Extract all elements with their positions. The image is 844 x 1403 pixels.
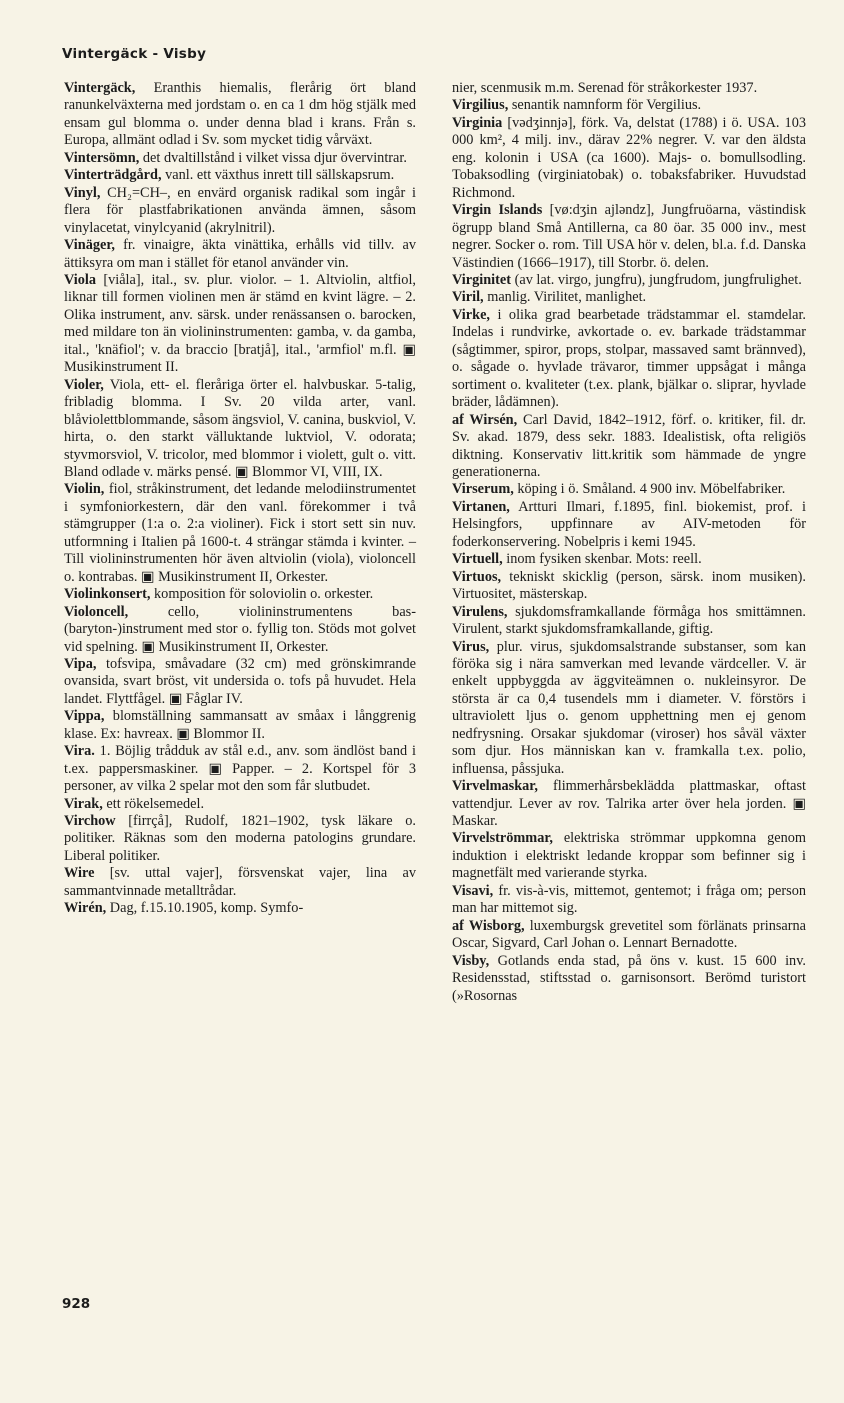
entry-text: tofsvipa, småvadare (32 cm) med grönskimrande ovansida, svart bröst, vit undersida o. tofs på huvudet. Hela landet. Flyttfågel. ▣ Fåglar IV.: [64, 655, 416, 707]
dictionary-entry: [452, 953, 806, 1005]
dictionary-entry: [64, 604, 416, 656]
entry-text: senantik namnform för Vergilius.: [508, 97, 702, 114]
left-column: [64, 80, 416, 918]
entry-headword: Vinäger,: [64, 237, 115, 254]
entry-text: vanl. ett växthus inrett till sällskapsrum.: [161, 167, 395, 184]
entry-headword: Virulens,: [452, 603, 508, 620]
entry-headword: Viril,: [452, 289, 484, 306]
entry-headword: Viola: [64, 271, 97, 288]
entry-text: i olika grad bearbetade trädstammar el. stamdelar. Indelas i rundvirke, avkortade o. ev. barkade trädstammar (sågtimmer, spiror, props, stolpar, massaved samt brännved), o. sågade o. hyvlade trävaror, timmer uppsågat i många sortiment o. kvaliteter (t.ex. plank, bjälkar o. sliprar, hyvlade bräder, lådämnen).: [452, 306, 806, 411]
dictionary-entry: [452, 307, 806, 412]
entry-headword: Vintersömn,: [64, 149, 140, 166]
dictionary-entry: [452, 97, 806, 114]
dictionary-entry: [452, 202, 806, 272]
dictionary-entry: [64, 586, 416, 603]
entry-text: CH₂=CH–, en envärd organisk radikal som ingår i flera för plastfabrikationen använda ämnen, såsom vinylacetat, vinylcyanid (akrylnitril).: [64, 184, 416, 236]
entry-headword: Virtuell,: [452, 551, 503, 568]
dictionary-entry: [64, 80, 416, 150]
entry-text: ett rökelsemedel.: [102, 795, 205, 812]
entry-headword: Violin,: [64, 481, 105, 498]
dictionary-entry: [452, 289, 806, 306]
entry-text: Gotlands enda stad, på öns v. kust. 15 600 inv. Residensstad, stiftsstad o. garnisonsort. Berömd turistort (»Rosornas: [452, 952, 806, 1004]
dictionary-entry: [452, 778, 806, 830]
entry-text: Eranthis hiemalis, flerårig ört bland ranunkelväxterna med jordstam o. en ca 1 dm hög stjälk med ensam gul blomma o. under denna blad i krans. Från s. Europa, allmänt odlad i Sv. som mycket tidig vårväxt.: [64, 80, 416, 149]
entry-text: elektriska strömmar uppkomna genom induktion i elektriskt ledande kroppar som befinner sig i magnetfält med varierande styrka.: [452, 830, 806, 882]
entry-headword: Wirén,: [64, 900, 107, 917]
entry-text: 1. Böjlig trådduk av stål e.d., anv. som ändlöst band i t.ex. pappersmaskiner. ▣ Papper. – 2. Kortspel för 3 personer, av vilka 2 spelar mot den som får slutbudet.: [64, 743, 416, 795]
entry-headword: Violinkonsert,: [64, 586, 151, 603]
dictionary-entry: [452, 918, 806, 953]
running-header: Vintergäck - Visby: [62, 46, 207, 62]
dictionary-entry: [64, 865, 416, 900]
entry-headword: Violer,: [64, 376, 104, 393]
entry-text: [vø:dʒin ajləndz], Jungfruöarna, västindisk ögrupp bland Små Antillerna, ca 80 öar. 35 000 inv., mest negrer. Socker o. rom. Till USA hör v. delen, bl.a. f.d. Danska Västindien (1666–1917), till Storbr. ö. delen.: [452, 202, 806, 271]
dictionary-entry: [452, 499, 806, 551]
entry-text: Dag, f.15.10.1905, komp. Symfo-: [106, 900, 304, 917]
entry-headword: Virgin Islands: [452, 202, 543, 219]
entry-text: [firrçå], Rudolf, 1821–1902, tysk läkare o. politiker. Räknas som den moderna patologins grundare. Liberal politiker.: [64, 813, 416, 864]
entry-text: (av lat. virgo, jungfru), jungfrudom, jungfrulighet.: [511, 271, 802, 288]
right-column: [452, 80, 806, 1005]
entry-headword: Virus,: [452, 638, 490, 655]
entry-headword: Virtanen,: [452, 498, 510, 515]
dictionary-entry: [452, 272, 806, 289]
entry-text: luxemburgsk grevetitel som förlänats prinsarna Oscar, Sigvard, Carl Johan o. Lennart Bernadotte.: [452, 917, 807, 952]
dictionary-entry: [452, 830, 806, 882]
entry-headword: Vintergäck,: [64, 80, 136, 96]
entry-headword: Visavi,: [452, 882, 494, 899]
entry-headword: af Wisborg,: [452, 917, 525, 934]
entry-text: Carl David, 1842–1912, förf. o. kritiker, fil. dr. Sv. akad. 1879, dess sekr. 1883. Idealistisk, ofta religiös diktning. Konservativ litt.kritik som hämmade de yngre generationerna.: [452, 411, 806, 480]
entry-text: fr. vinaigre, äkta vinättika, erhålls vid tillv. av ättiksyra om man i stället för etanol använder vin.: [64, 237, 416, 271]
dictionary-entry: [64, 743, 416, 795]
entry-headword: Vinterträdgård,: [64, 167, 162, 184]
entry-text: tekniskt skicklig (person, särsk. inom musiken). Virtuositet, mästerskap.: [452, 568, 806, 603]
dictionary-entry: [64, 656, 416, 708]
entry-headword: Virke,: [452, 306, 490, 323]
dictionary-entry: [452, 569, 806, 604]
dictionary-entry: [64, 272, 416, 377]
entry-text: blomställning sammansatt av småax i långgrenig klase. Ex: havreax. ▣ Blommor II.: [64, 708, 416, 742]
dictionary-entry: [452, 80, 806, 97]
dictionary-entry: [452, 639, 806, 779]
dictionary-entry: [452, 115, 806, 202]
entry-headword: Virginitet: [452, 271, 512, 288]
entry-headword: Virak,: [64, 795, 103, 812]
entry-text: [viåla], ital., sv. plur. violor. – 1. Altviolin, altfiol, liknar till formen violinen men är stämd en kvint lägre. – 2. Olika instrument, anv. särsk. under renässansen o. barocken, med mildare ton än violininstrumenten: gamba, v. da gamba, ital., 'knäfiol'; v. da braccio [bratjå], ital., 'armfiol' m.fl. ▣ Musikinstrument II.: [64, 271, 416, 376]
dictionary-entry: [64, 167, 416, 184]
entry-text: manlig. Virilitet, manlighet.: [483, 289, 647, 306]
dictionary-entry: [64, 796, 416, 813]
entry-headword: Virchow: [64, 813, 116, 830]
dictionary-entry: [452, 604, 806, 639]
entry-headword: Virvelströmmar,: [452, 830, 553, 847]
page-number: 928: [62, 1296, 91, 1312]
dictionary-entry: [64, 237, 416, 272]
entry-text: sjukdomsframkallande förmåga hos smittämnen. Virulent, starkt sjukdomsframkallande, giftig.: [452, 603, 806, 638]
entry-headword: af Wirsén,: [452, 411, 518, 428]
entry-text: cello, violininstrumentens bas-(baryton-)instrument med stor o. fyllig ton. Stöds mot golvet vid spelning. ▣ Musikinstrument II, Orkester.: [64, 603, 416, 655]
entry-headword: Vipa,: [64, 655, 97, 672]
entry-text: plur. virus, sjukdomsalstrande substanser, som kan föröka sig i nära samverkan med levande värdceller. V. är enkelt uppbyggda av äggviteämnen o. nukleinsyror. De största är ca 0,4 tusendels mm i diameter. V. förstörs i ultraviolett ljus o. genom upphettning men ej genom nedfrysning. Orsakar sjukdomar (viroser) hos såväl växter som djur. Hos människan kan v. framkalla t.ex. polio, influensa, påssjuka.: [452, 638, 806, 777]
entry-text: Viola, ett- el. fleråriga örter el. halvbuskar. 5-talig, fribladig blomma. I Sv. 20 vilda arter, vanl. blåviolettblommande, såsom ängsviol, V. canina, buskviol, V. hirta, o. den starkt välluktande luktviol, V. odorata; styvmorsviol, V. tricolor, med blommor i violett, gult o. vitt. Bland odlade v. märks pensé. ▣ Blommor VI, VIII, IX.: [64, 376, 416, 480]
dictionary-entry: [452, 883, 806, 918]
dictionary-entry: [452, 551, 806, 568]
entry-text: komposition för soloviolin o. orkester.: [150, 586, 374, 603]
entry-text: [sv. uttal vajer], försvenskat vajer, lina av sammantvinnade metalltrådar.: [64, 865, 416, 899]
entry-text: Artturi Ilmari, f.1895, finl. biokemist, prof. i Helsingfors, uppfinnare av AIV-metoden för foderkonservering. Nobelpris i kemi 1945.: [452, 498, 806, 550]
dictionary-entry: [64, 813, 416, 865]
entry-text: flimmerhårsbeklädda plattmaskar, oftast vattendjur. Lever av rov. Talrika arter över hela jorden. ▣ Maskar.: [452, 778, 806, 830]
entry-headword: Vippa,: [64, 708, 105, 725]
entry-headword: Visby,: [452, 952, 490, 969]
dictionary-entry: [64, 185, 416, 237]
entry-text: det dvaltillstånd i vilket vissa djur övervintrar.: [139, 149, 407, 166]
entry-headword: Virgilius,: [452, 97, 509, 114]
entry-headword: Violoncell,: [64, 603, 129, 620]
entry-text: fiol, stråkinstrument, det ledande melodiinstrumentet i symfoniorkestern, där den vanl. förekommer i två stämgrupper (1:a o. 2:a violiner). Fick i stort sett sin nuv. utformning i Italien på 1600-t. 4 strängar stämda i kvinter. – Till violininstrumenten hör även altviolin (viola), violoncell o. kontrabas. ▣ Musikinstrument II, Orkester.: [64, 481, 416, 585]
entry-headword: Virginia: [452, 114, 503, 131]
dictionary-entry: [64, 900, 416, 917]
entry-headword: Vira.: [64, 743, 95, 760]
entry-text: fr. vis-à-vis, mittemot, gentemot; i fråga om; person man har mittemot sig.: [452, 882, 806, 917]
entry-headword: Vinyl,: [64, 184, 101, 201]
dictionary-entry: [452, 412, 806, 482]
entry-text: nier, scenmusik m.m. Serenad för stråkorkester 1937.: [452, 80, 758, 96]
entry-headword: Virtuos,: [452, 568, 502, 585]
entry-text: köping i ö. Småland. 4 900 inv. Möbelfabriker.: [513, 481, 786, 498]
dictionary-entry: [64, 708, 416, 743]
entry-headword: Wire: [64, 865, 95, 882]
dictionary-entry: [452, 481, 806, 498]
entry-text: [vədʒinnjə], förk. Va, delstat (1788) i ö. USA. 103 000 km², 4 milj. inv., därav 22% negrer. V. var den äldsta eng. kolonin i USA (ca 1600). Majs- o. bomullsodling. Tobaksodling (virginiatobak) o. tobaksfabriker. Huvudstad Richmond.: [452, 114, 806, 201]
dictionary-entry: [64, 377, 416, 482]
entry-headword: Virvelmaskar,: [452, 778, 538, 795]
entry-headword: Virserum,: [452, 481, 514, 498]
dictionary-entry: [64, 481, 416, 586]
entry-text: inom fysiken skenbar. Mots: reell.: [502, 551, 702, 568]
dictionary-entry: [64, 150, 416, 167]
